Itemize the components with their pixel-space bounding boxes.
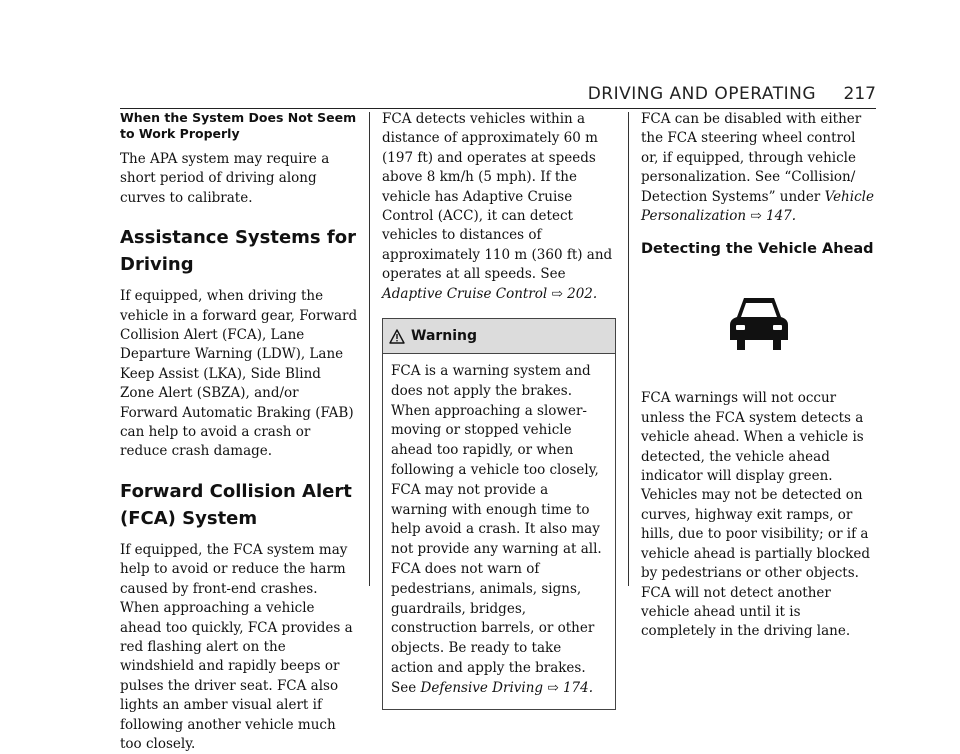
heading-line: Driving — [120, 254, 194, 276]
link-text: Defensive Driving — [420, 679, 544, 696]
paragraph-text: FCA is a warning system and does not apply the brakes. When approaching a slower-moving or stopped vehicle ahead too rapidly, or when following a vehicle too closely, FCA may not provide a warning with enough time to help avoid a crash. It also may not provide any warning at all. FCA does not warn of pedestrians, animals, signs, guardrails, bridges, construction barrels, or other objects. Be ready to take action and apply the brakes. See — [391, 363, 602, 696]
heading-assistance-systems — [120, 224, 358, 278]
link-text: Vehicle Personalization — [641, 188, 874, 225]
heading-fca-system — [120, 478, 358, 532]
header-rule — [120, 108, 876, 109]
page-ref-arrow-icon: ⇨ — [547, 679, 559, 696]
page-ref-arrow-icon: ⇨ — [750, 208, 762, 225]
section-title: DRIVING AND OPERATING — [587, 84, 816, 104]
warning-title: Warning — [411, 328, 478, 345]
link-adaptive-cruise-control[interactable] — [382, 286, 597, 302]
link-defensive-driving[interactable] — [421, 680, 594, 696]
paragraph-apa-calibrate: The APA system may require a short period of driving along curves to calibrate. — [120, 151, 330, 206]
page-ref-arrow-icon: ⇨ — [551, 285, 563, 302]
heading-detecting-vehicle-ahead: Detecting the Vehicle Ahead — [641, 241, 874, 258]
warning-text — [391, 362, 607, 699]
heading-line: (FCA) System — [120, 507, 258, 529]
column-left — [120, 110, 358, 754]
paragraph-fca-detection — [382, 110, 616, 304]
heading-line: Assistance Systems for — [120, 227, 356, 249]
link-text: Adaptive Cruise Control — [382, 285, 548, 302]
column-right — [641, 110, 877, 642]
paragraph-assistance: If equipped, when driving the vehicle in a forward gear, Forward Collision Alert (FCA), Lane Departure Warning (LDW), Lane Keep Assist (LKA), Side Blind Zone Alert (SBZA), and/or Forward Automatic Braking (FAB) can help to avoid a crash or reduce crash damage. — [120, 288, 358, 460]
heading-line: Forward Collision Alert — [120, 480, 352, 502]
page-ref-number: 202. — [567, 285, 598, 302]
paragraph-text: FCA can be disabled with either the FCA steering wheel control or, if equipped, through vehicle personalization. See “Collision/ Detection Systems” under — [641, 111, 862, 205]
warning-triangle-icon — [389, 329, 405, 344]
vehicle-ahead-icon-wrap — [641, 281, 877, 365]
vehicle-ahead-icon — [728, 292, 790, 354]
warning-header — [383, 319, 615, 354]
page-ref-number: 174. — [562, 679, 594, 696]
paragraph-fca-disable — [641, 110, 877, 226]
page-number: 217 — [843, 84, 876, 104]
warning-body — [383, 354, 615, 709]
column-divider — [628, 112, 629, 586]
paragraph-text: FCA detects vehicles within a distance of approximately 60 m (197 ft) and operates at speeds above 8 km/h (5 mph). If the vehicle has Adaptive Cruise Control (ACC), it can detect vehicles to distances of approximately 110 m (360 ft) and operates at all speeds. See — [382, 111, 613, 283]
paragraph-fca-warnings: FCA warnings will not occur unless the FCA system detects a vehicle ahead. When a vehicle is detected, the vehicle ahead indicator will display green. Vehicles may not be detected on curves, highway exit ramps, or hills, due to poor visibility; or if a vehicle ahead is partially blocked by pedestrians or other objects. FCA will not detect another vehicle ahead until it is completely in the driving lane. — [641, 390, 870, 640]
warning-box — [382, 318, 616, 710]
page-ref-number: 147. — [766, 208, 797, 225]
column-middle — [382, 110, 616, 710]
heading-apa-not-working: When the System Does Not Seem to Work Properly — [120, 110, 357, 141]
column-divider — [369, 112, 370, 586]
paragraph-fca: If equipped, the FCA system may help to avoid or reduce the harm caused by front-end crashes. When approaching a vehicle ahead too quickly, FCA provides a red flashing alert on the windshield and rapidly beeps or pulses the driver seat. FCA also lights an amber visual alert if following another vehicle much too closely. — [120, 541, 353, 752]
